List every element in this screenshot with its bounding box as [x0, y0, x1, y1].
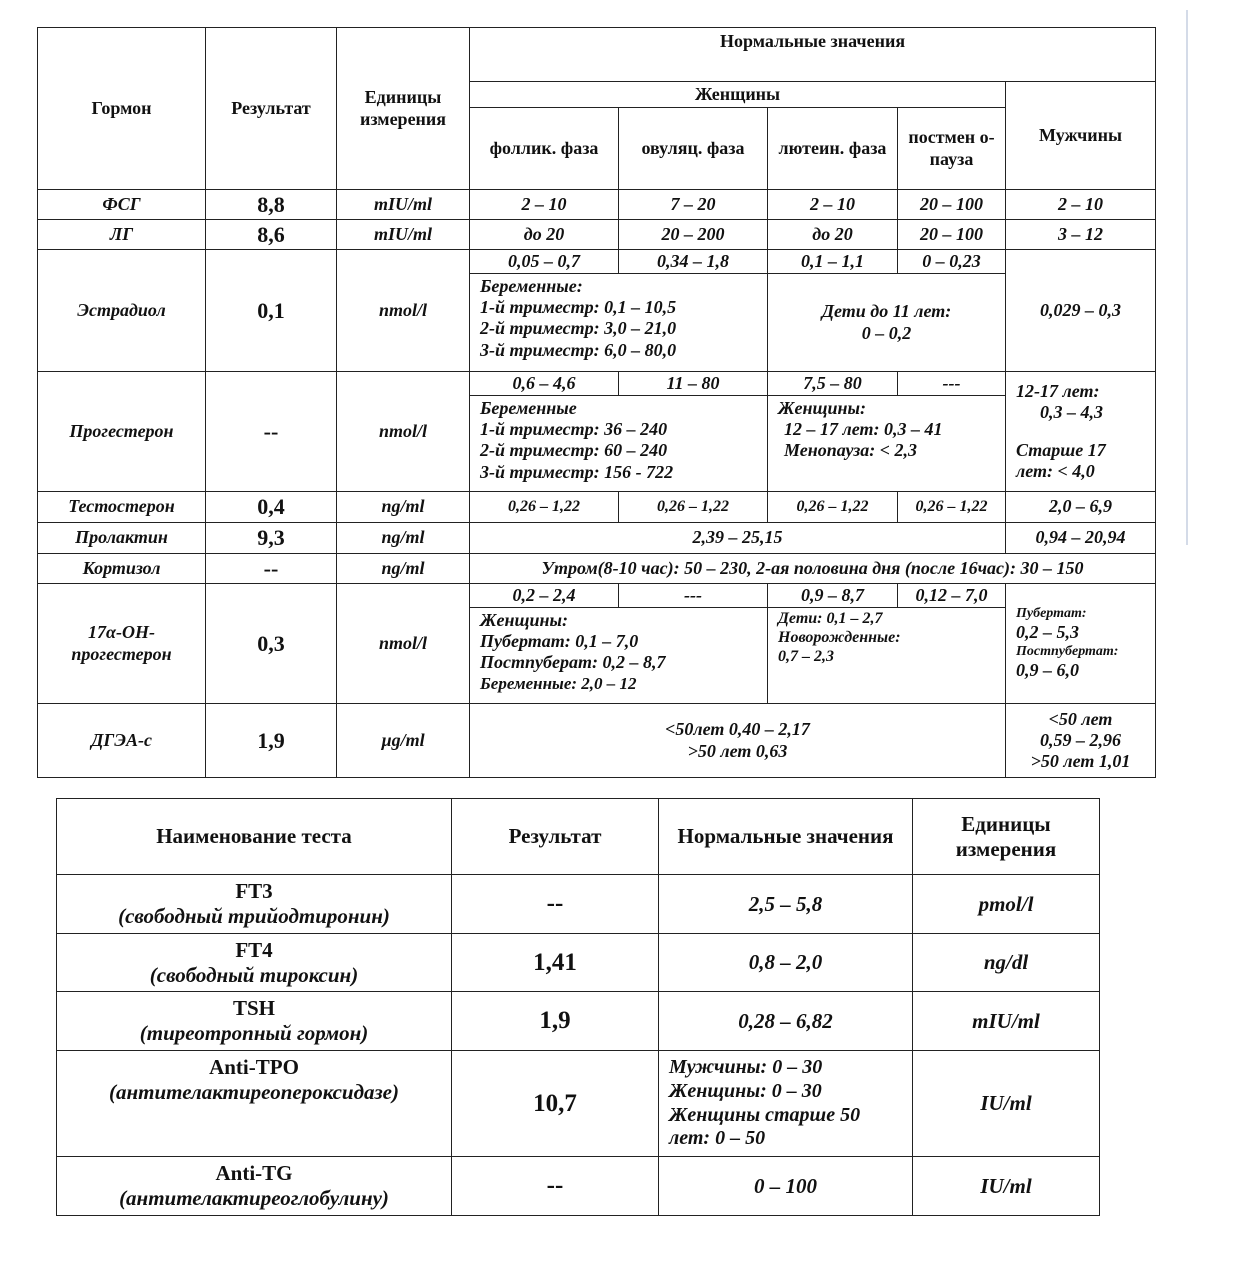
result-value: --: [452, 1157, 659, 1216]
thyroid-table: [56, 798, 1100, 1216]
normal-line: лет: 0 – 50: [669, 1127, 766, 1150]
norm-kids: [768, 274, 1006, 372]
women-line: >50 лет 0,63: [687, 740, 788, 761]
norm-men: [1006, 704, 1156, 778]
norm-men: [1006, 372, 1156, 492]
units-value: nmol/l: [337, 372, 470, 492]
header-normal: Нормальные значения: [659, 799, 913, 875]
women-line: Постпуберат: 0,2 – 8,7: [480, 652, 666, 673]
hormone-name: 17α-ОН-прогестерон: [38, 584, 206, 704]
men-line: Старше 17: [1016, 439, 1106, 460]
result-value: 0,3: [206, 584, 337, 704]
men-line: <50 лет: [1048, 708, 1113, 729]
header-phase-ovulatory: овуляц. фаза: [619, 108, 768, 190]
norm-luteal: до 20: [768, 220, 898, 250]
normal-line: Женщины старше 50: [669, 1103, 861, 1126]
test-name: Anti-TG: [215, 1161, 293, 1186]
hormone-name: ДГЭА-с: [38, 704, 206, 778]
normal-value: 2,5 – 5,8: [659, 875, 913, 934]
norm-postmeno: 20 – 100: [898, 190, 1006, 220]
women-line: Женщины:: [480, 610, 568, 630]
units-value: mIU/ml: [337, 220, 470, 250]
normal-value: 0,8 – 2,0: [659, 934, 913, 992]
preg-line: Беременные:: [480, 276, 583, 296]
kids-line: Дети до 11 лет:: [821, 301, 952, 322]
test-name-cell: [57, 1157, 452, 1216]
men-line: 0,9 – 6,0: [1016, 660, 1079, 681]
kids-line: Дети: 0,1 – 2,7: [778, 610, 883, 627]
result-value: --: [206, 372, 337, 492]
norm-ovulatory: 11 – 80: [619, 372, 768, 396]
result-value: 10,7: [452, 1051, 659, 1157]
table-row: [57, 992, 1100, 1051]
result-value: 1,9: [452, 992, 659, 1051]
table-row: [38, 250, 1156, 274]
kids-line: 0,7 – 2,3: [778, 647, 834, 665]
test-name-sub: (свободный тироксин): [149, 962, 359, 987]
norm-postmeno: ---: [898, 372, 1006, 396]
test-name-sub: (антителактиреоглобулину): [119, 1186, 389, 1210]
hormone-name: Эстрадиол: [38, 250, 206, 372]
table-row: [38, 523, 1156, 554]
units-value: nmol/l: [337, 584, 470, 704]
norm-men: 0,94 – 20,94: [1006, 523, 1156, 554]
header-women: Женщины: [470, 82, 1006, 108]
table-row: [57, 1157, 1100, 1216]
header-phase-postmeno: постмен о- пауза: [898, 108, 1006, 190]
hormone-name: Пролактин: [38, 523, 206, 554]
margin-rule: [1186, 10, 1188, 545]
preg-line: Беременные: [480, 398, 577, 418]
hormone-table: [37, 27, 1156, 778]
table-row: [38, 220, 1156, 250]
norm-follicular: 0,05 – 0,7: [470, 250, 619, 274]
result-value: 0,4: [206, 492, 337, 523]
men-line: лет: < 4,0: [1016, 460, 1095, 481]
test-name: TSH: [232, 996, 276, 1021]
women-line: <50лет 0,40 – 2,17: [665, 719, 810, 740]
norm-ovulatory: 0,26 – 1,22: [619, 492, 768, 523]
units-value: mIU/ml: [337, 190, 470, 220]
header-units: Единицы измерения: [913, 799, 1100, 875]
test-name-cell: [57, 992, 452, 1051]
norm-men: 3 – 12: [1006, 220, 1156, 250]
norm-men: 2,0 – 6,9: [1006, 492, 1156, 523]
table-row: [38, 372, 1156, 396]
hormone-name: ЛГ: [38, 220, 206, 250]
norm-pregnant: [470, 396, 768, 492]
table-row: [57, 934, 1100, 992]
table-row: [38, 584, 1156, 608]
norm-luteal: 7,5 – 80: [768, 372, 898, 396]
units-value: ng/ml: [337, 523, 470, 554]
women-line: Менопауза: < 2,3: [784, 440, 918, 461]
norm-luteal: 2 – 10: [768, 190, 898, 220]
norm-luteal: 0,9 – 8,7: [768, 584, 898, 608]
normal-line: Мужчины: 0 – 30: [669, 1056, 823, 1079]
preg-line: 2-й триместр: 60 – 240: [480, 440, 668, 461]
table-row: [38, 554, 1156, 584]
men-line: >50 лет 1,01: [1030, 751, 1131, 772]
units-value: ng/dl: [913, 934, 1100, 992]
norm-women: [470, 608, 768, 704]
table-row: [38, 492, 1156, 523]
result-value: --: [206, 554, 337, 584]
test-name-sub: (свободный трийодтиронин): [118, 904, 390, 928]
result-value: 0,1: [206, 250, 337, 372]
header-result: Результат: [206, 28, 337, 190]
norm-postmeno: 0,26 – 1,22: [898, 492, 1006, 523]
norm-men: 2 – 10: [1006, 190, 1156, 220]
units-value: nmol/l: [337, 250, 470, 372]
women-line: Женщины:: [778, 398, 866, 418]
norm-ovulatory: ---: [619, 584, 768, 608]
units-value: IU/ml: [913, 1157, 1100, 1216]
result-value: 9,3: [206, 523, 337, 554]
norm-ovulatory: 0,34 – 1,8: [619, 250, 768, 274]
result-value: 8,6: [206, 220, 337, 250]
preg-line: 1-й триместр: 0,1 – 10,5: [480, 297, 677, 318]
units-value: ng/ml: [337, 554, 470, 584]
kids-line: Новорожденные:: [778, 628, 901, 646]
result-value: 8,8: [206, 190, 337, 220]
men-line: Постпубертат:: [1016, 643, 1119, 659]
test-name: Anti-TPO: [209, 1055, 299, 1079]
test-name-sub: (тиреотропный гормон): [139, 1021, 369, 1045]
result-value: 1,9: [206, 704, 337, 778]
norm-luteal: 0,26 – 1,22: [768, 492, 898, 523]
table-row: [57, 875, 1100, 934]
preg-line: 2-й триместр: 3,0 – 21,0: [480, 318, 677, 339]
men-line: Пубертат:: [1016, 605, 1087, 621]
units-value: µg/ml: [337, 704, 470, 778]
hormone-name: ФСГ: [38, 190, 206, 220]
norm-ovulatory: 7 – 20: [619, 190, 768, 220]
header-hormone: Гормон: [38, 28, 206, 190]
norm-women: 2,39 – 25,15: [470, 523, 1006, 554]
normal-value: 0 – 100: [659, 1157, 913, 1216]
header-phase-luteal: лютеин. фаза: [768, 108, 898, 190]
norm-follicular: 0,2 – 2,4: [470, 584, 619, 608]
units-value: IU/ml: [913, 1051, 1100, 1157]
preg-line: 3-й триместр: 6,0 – 80,0: [480, 339, 677, 360]
normal-value: [659, 1051, 913, 1157]
header-men: Мужчины: [1006, 82, 1156, 190]
hormone-name: Прогестерон: [38, 372, 206, 492]
norm-men: [1006, 584, 1156, 704]
norm-men: 0,029 – 0,3: [1006, 250, 1156, 372]
header-result: Результат: [452, 799, 659, 875]
norm-pregnant: [470, 274, 768, 372]
kids-line: 0 – 0,2: [861, 322, 912, 343]
table-row: [38, 190, 1156, 220]
men-line: 0,3 – 4,3: [1040, 402, 1103, 423]
result-value: 1,41: [452, 934, 659, 992]
preg-line: 1-й триместр: 36 – 240: [480, 419, 668, 440]
norm-luteal: 0,1 – 1,1: [768, 250, 898, 274]
header-normal-values: Нормальные значения: [470, 28, 1156, 82]
norm-postmeno: 0 – 0,23: [898, 250, 1006, 274]
norm-postmeno: 0,12 – 7,0: [898, 584, 1006, 608]
test-name: FT3: [235, 879, 273, 904]
header-test-name: Наименование теста: [57, 799, 452, 875]
women-line: Пубертат: 0,1 – 7,0: [480, 631, 639, 652]
women-line: Беременные: 2,0 – 12: [480, 673, 637, 693]
norm-kids: [768, 608, 1006, 704]
norm-women: [768, 396, 1006, 492]
normal-value: 0,28 – 6,82: [659, 992, 913, 1051]
men-line: 12-17 лет:: [1016, 381, 1100, 402]
preg-line: 3-й триместр: 156 - 722: [480, 461, 674, 482]
header-phase-follicular: фоллик. фаза: [470, 108, 619, 190]
hormone-name: Тестостерон: [38, 492, 206, 523]
test-name-cell: [57, 934, 452, 992]
test-name-cell: [57, 875, 452, 934]
hormone-name: Кортизол: [38, 554, 206, 584]
norm-postmeno: 20 – 100: [898, 220, 1006, 250]
women-line: 12 – 17 лет: 0,3 – 41: [784, 419, 943, 440]
norm-all: Утром(8-10 час): 50 – 230, 2-ая половина дня (после 16час): 30 – 150: [470, 554, 1156, 584]
normal-line: Женщины: 0 – 30: [669, 1079, 822, 1102]
test-name: FT4: [235, 937, 273, 962]
table-row: [57, 1051, 1100, 1157]
norm-ovulatory: 20 – 200: [619, 220, 768, 250]
norm-follicular: до 20: [470, 220, 619, 250]
header-units: Единицы измерения: [337, 28, 470, 190]
units-value: ng/ml: [337, 492, 470, 523]
norm-follicular: 0,26 – 1,22: [470, 492, 619, 523]
norm-women: [470, 704, 1006, 778]
test-name-sub: (антителактиреопероксидазе): [109, 1079, 399, 1104]
units-value: pmol/l: [913, 875, 1100, 934]
norm-follicular: 0,6 – 4,6: [470, 372, 619, 396]
table-row: [38, 704, 1156, 778]
units-value: mIU/ml: [913, 992, 1100, 1051]
men-line: 0,59 – 2,96: [1040, 729, 1122, 750]
test-name-cell: [57, 1051, 452, 1157]
norm-follicular: 2 – 10: [470, 190, 619, 220]
result-value: --: [452, 875, 659, 934]
men-line: 0,2 – 5,3: [1016, 622, 1079, 643]
